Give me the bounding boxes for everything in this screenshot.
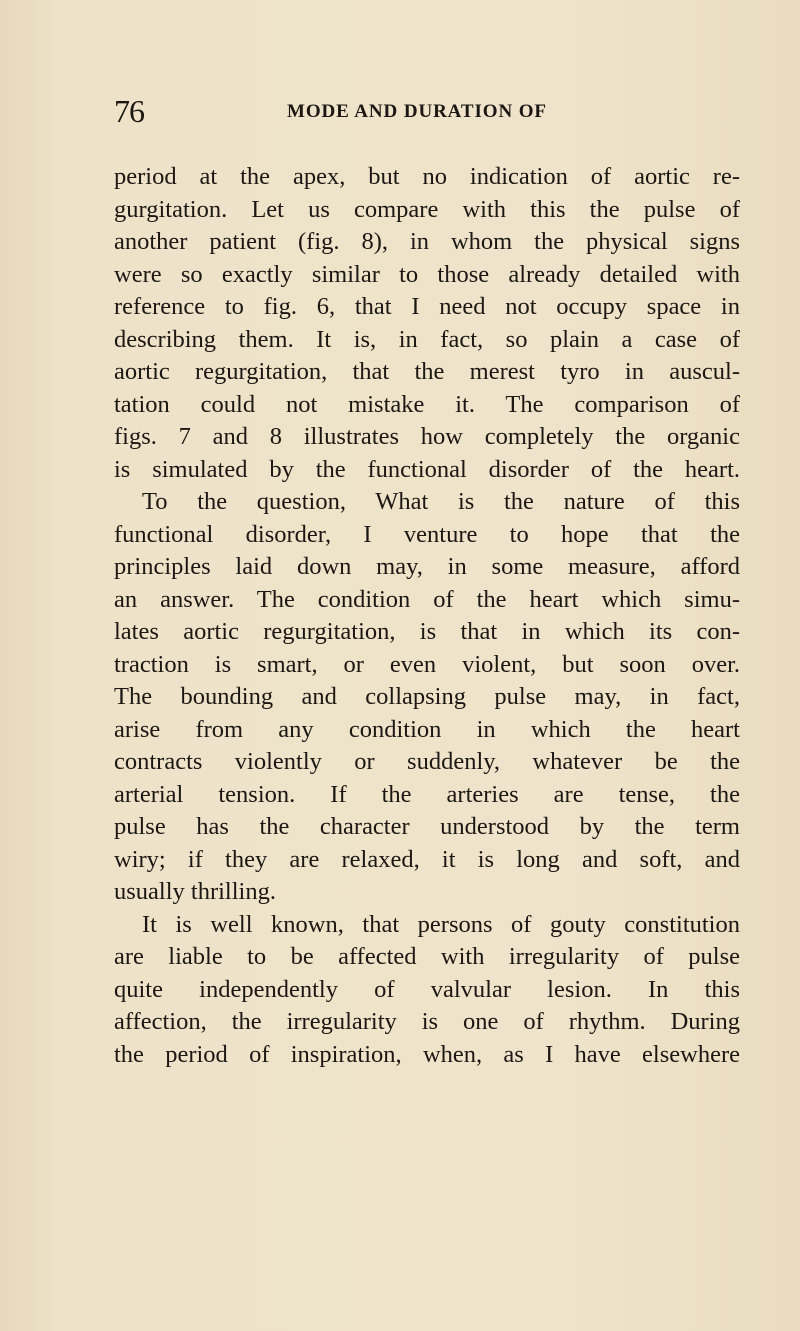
text-line: reference to fig. 6, that I need not occupy space in xyxy=(114,293,740,320)
text-line: lates aortic regurgitation, is that in which its con- xyxy=(114,618,740,645)
text-line: an answer. The condition of the heart which simu- xyxy=(114,585,740,613)
text-line: describing them. It is, in fact, so plain a case of xyxy=(114,325,740,353)
body-text xyxy=(114,161,740,1071)
text-line: are liable to be affected with irregularity of pulse xyxy=(114,943,740,970)
text-line: another patient (fig. 8), in whom the physical signs xyxy=(114,228,740,255)
text-line: arterial tension. If the arteries are tense, the xyxy=(114,780,740,808)
text-line: wiry; if they are relaxed, it is long and soft, and xyxy=(114,845,740,873)
text-line: It is well known, that persons of gouty constitution xyxy=(142,910,740,938)
text-line: were so exactly similar to those already detailed with xyxy=(114,260,740,288)
text-line: quite independently of valvular lesion. In this xyxy=(114,975,740,1003)
text-line: tation could not mistake it. The comparison of xyxy=(114,390,740,418)
text-line: period at the apex, but no indication of aortic re- xyxy=(114,163,740,190)
running-head: MODE AND DURATION OF xyxy=(287,101,547,122)
text-line: traction is smart, or even violent, but soon over. xyxy=(114,650,740,678)
page-header xyxy=(0,94,800,128)
text-line: principles laid down may, in some measure, afford xyxy=(114,553,740,580)
text-line: functional disorder, I venture to hope that the xyxy=(114,520,740,548)
text-line: arise from any condition in which the heart xyxy=(114,715,740,743)
text-line: usually thrilling. xyxy=(114,878,276,905)
text-line: The bounding and collapsing pulse may, in fact, xyxy=(114,683,740,710)
text-line: aortic regurgitation, that the merest tyro in auscul- xyxy=(114,358,740,385)
text-line: figs. 7 and 8 illustrates how completely the organic xyxy=(114,423,740,450)
text-line: gurgitation. Let us compare with this the pulse of xyxy=(114,195,740,223)
text-line: the period of inspiration, when, as I have elsewhere xyxy=(114,1040,740,1068)
text-line: To the question, What is the nature of this xyxy=(142,488,740,515)
text-line: pulse has the character understood by the term xyxy=(114,813,740,840)
page-number: 76 xyxy=(114,93,144,129)
text-line: contracts violently or suddenly, whatever be the xyxy=(114,748,740,775)
text-line: affection, the irregularity is one of rhythm. During xyxy=(114,1008,740,1035)
text-line: is simulated by the functional disorder of the heart. xyxy=(114,455,740,483)
